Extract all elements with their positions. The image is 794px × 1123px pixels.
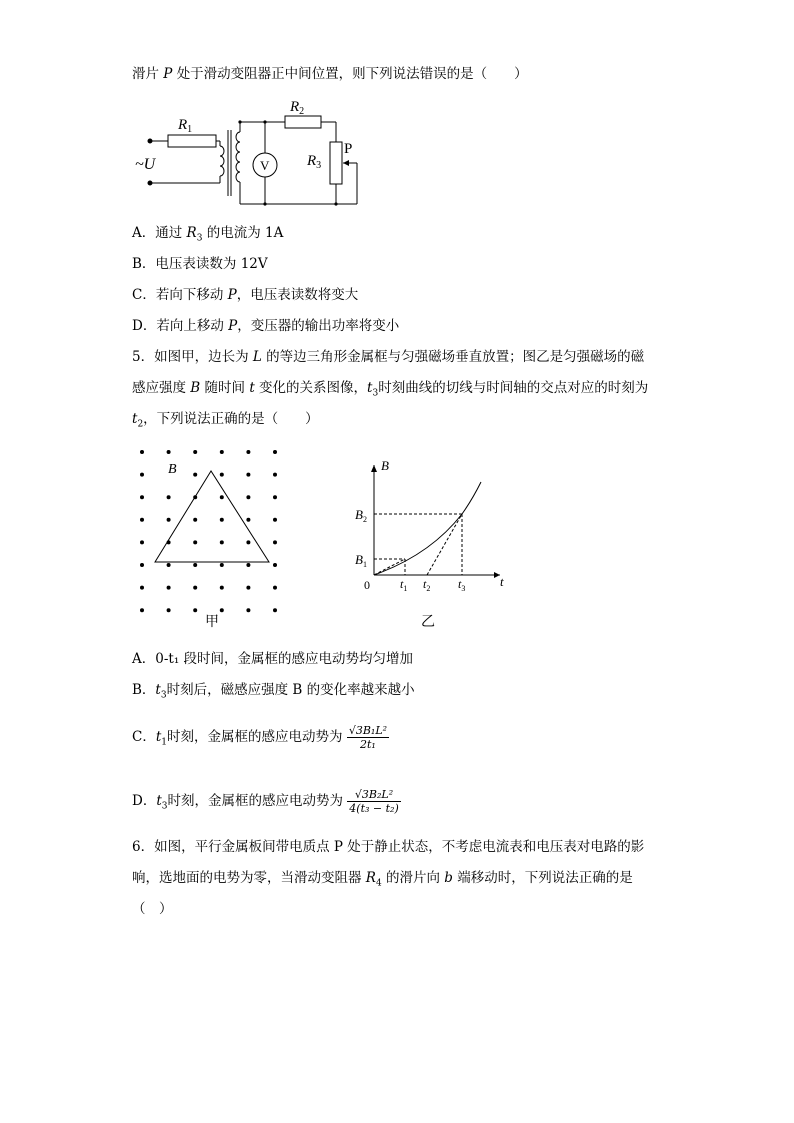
yi-t1-sub: 1	[403, 584, 408, 593]
q4-option-d	[132, 316, 399, 336]
field-dot	[193, 450, 197, 454]
question-intro	[132, 64, 528, 84]
yi-axis-x: t	[500, 574, 504, 589]
svg-text:R3	[306, 153, 321, 171]
field-dot	[167, 586, 171, 590]
field-dot	[273, 450, 277, 454]
svg-text:R2	[289, 99, 304, 117]
yi-origin: 0	[364, 578, 370, 592]
q4-d-post: ，变压器的输出功率将变小	[237, 318, 400, 334]
q6-stem-line-3	[132, 899, 173, 919]
q5-c-fraction	[347, 724, 389, 751]
field-dot	[246, 608, 250, 612]
q5-b-post: 时刻后，磁感应强度 B 的变化率越来越小	[166, 682, 415, 698]
field-dot	[273, 540, 277, 544]
field-dot	[220, 495, 224, 499]
field-dot	[140, 495, 144, 499]
q5-option-b	[132, 680, 415, 706]
q6-stem-line-1	[132, 837, 644, 857]
yi-t2-sub: 2	[426, 584, 431, 593]
q5-l2-g: 3	[372, 388, 379, 399]
q5-d-t: t	[156, 793, 162, 809]
label-r3-sub: 3	[316, 160, 322, 171]
yi-t1: t	[400, 577, 404, 591]
q5-a-text: A．0-t₁ 段时间，金属框的感应电动势均匀增加	[132, 651, 414, 667]
figure-jia-magnetic-field	[130, 440, 305, 635]
q5-d-fraction	[347, 788, 400, 815]
field-dot	[193, 473, 197, 477]
q4-c-post: ，电压表读数将变大	[236, 287, 359, 303]
yi-b1: B	[355, 552, 363, 567]
q5-l2-a: 感应强度	[132, 380, 191, 396]
q5-l2-b: B	[190, 380, 201, 396]
jia-caption: 甲	[205, 615, 219, 630]
yi-b1-sub: 1	[362, 560, 367, 569]
q6-l3: （ ）	[132, 901, 173, 917]
field-dot	[140, 540, 144, 544]
field-dot	[193, 518, 197, 522]
q4-option-c	[132, 285, 358, 305]
q5-l3-b: 2	[137, 419, 144, 430]
q4-c-var: P	[227, 287, 237, 303]
field-dot	[220, 563, 224, 567]
q5-l3-c: ，下列说法正确的是（ ）	[143, 411, 319, 427]
q5-l2-d: t	[249, 380, 255, 396]
q5-d-pre: D．	[132, 793, 157, 809]
field-dot	[167, 450, 171, 454]
yi-t3: t	[458, 577, 462, 591]
yi-axis-y: B	[381, 460, 389, 473]
field-dot	[273, 518, 277, 522]
q5-l2-c: 随时间	[200, 380, 250, 396]
q5-d-den: 4(t₃ − t₂)	[349, 802, 399, 815]
field-dot	[193, 586, 197, 590]
field-dot	[246, 540, 250, 544]
field-dot	[220, 586, 224, 590]
field-dot	[220, 608, 224, 612]
field-dot	[220, 450, 224, 454]
field-dot	[246, 495, 250, 499]
label-r2: R	[290, 99, 300, 115]
q4-option-a	[132, 223, 283, 249]
q5-l3-a: t	[132, 411, 138, 427]
q5-c-t: t	[155, 729, 162, 745]
field-dot	[220, 540, 224, 544]
svg-text:t1	[400, 577, 407, 593]
q4-option-b	[132, 254, 268, 274]
q5-option-a	[132, 649, 413, 669]
q5-c-pre: C．	[132, 729, 156, 745]
jia-b-label: B	[168, 462, 177, 477]
field-dot	[246, 473, 250, 477]
label-source: ~U	[135, 156, 156, 173]
q5-option-c	[132, 724, 389, 753]
label-r1-sub: 1	[187, 124, 193, 135]
q5-d-sub: 3	[161, 801, 168, 812]
q5-l2-f: t	[367, 380, 373, 396]
q5-c-post: 时刻，金属框的感应电动势为	[167, 729, 343, 745]
field-dot	[140, 518, 144, 522]
field-dot	[140, 608, 144, 612]
intro-text-1: 滑片	[132, 66, 159, 82]
field-dot	[140, 586, 144, 590]
q5-b-pre: B．	[132, 682, 156, 698]
intro-text-2: 处于滑动变阻器正中间位置，则下列说法错误的是（ ）	[176, 66, 528, 82]
q5-c-den: 2t₁	[360, 738, 376, 751]
circuit-diagram	[130, 98, 370, 210]
field-dot	[167, 495, 171, 499]
field-dot	[193, 540, 197, 544]
q5-stem-line-3	[132, 409, 319, 435]
field-dot	[167, 518, 171, 522]
field-dot	[193, 608, 197, 612]
q5-d-post: 时刻，金属框的感应电动势为	[167, 793, 343, 809]
q6-l2-a: 响，选地面的电势为零，当滑动变阻器	[132, 870, 366, 886]
field-dot	[220, 473, 224, 477]
q4-a-sub: 3	[196, 233, 203, 244]
q4-b-text: B．电压表读数为 12V	[132, 256, 268, 272]
intro-var-p: P	[163, 66, 173, 82]
yi-b2-sub: 2	[362, 515, 367, 524]
q5-c-sub: 1	[161, 737, 168, 748]
yi-caption: 乙	[421, 615, 435, 630]
field-dot	[273, 563, 277, 567]
label-r3: R	[307, 153, 317, 169]
voltmeter-label: V	[260, 158, 270, 173]
label-r1: R	[178, 117, 188, 133]
q6-stem-line-2	[132, 868, 633, 894]
q5-l1-var: L	[252, 349, 262, 365]
q5-stem-line-1	[132, 347, 644, 367]
q5-stem-line-2	[132, 378, 648, 404]
q4-d-var: P	[228, 318, 238, 334]
q6-l2-d: 端移动时，下列说法正确的是	[452, 870, 633, 886]
q6-l1: 6．如图，平行金属板间带电质点 P 处于静止状态，不考虑电流表和电压表对电路的影	[132, 839, 645, 855]
q6-l2-sub: 4	[375, 878, 382, 889]
q4-c-pre: C．若向下移动	[132, 287, 228, 303]
q6-l2-b: 的滑片向	[381, 870, 445, 886]
q5-c-num: √3B₁L²	[348, 724, 388, 737]
field-dot	[140, 563, 144, 567]
q5-b-sub: 3	[160, 690, 167, 701]
q6-l2-c: b	[444, 870, 453, 886]
q5-l2-h: 时刻曲线的切线与时间轴的交点对应的时刻为	[378, 380, 649, 396]
yi-b2: B	[355, 507, 363, 522]
label-r2-sub: 2	[299, 106, 305, 117]
q5-b-t: t	[155, 682, 161, 698]
q6-l2-var: R	[365, 870, 376, 886]
yi-t2: t	[423, 577, 427, 591]
svg-text:t2	[423, 577, 430, 593]
q5-option-d	[132, 788, 401, 817]
label-slider-p: P	[344, 141, 353, 157]
q5-l2-e: 变化的关系图像，	[254, 380, 368, 396]
q4-a-var: R	[186, 225, 197, 241]
field-dot	[193, 563, 197, 567]
field-dot	[273, 495, 277, 499]
q5-l1-a: 5．如图甲，边长为	[132, 349, 253, 365]
q4-a-post: 的电流为 1A	[202, 225, 284, 241]
yi-t3-sub: 3	[461, 584, 466, 593]
svg-text:B1	[355, 552, 367, 569]
field-dot	[246, 563, 250, 567]
field-dot	[246, 586, 250, 590]
field-dot	[273, 473, 277, 477]
field-dot	[167, 608, 171, 612]
q5-d-num: √3B₂L²	[347, 788, 400, 802]
field-dot	[140, 450, 144, 454]
svg-text:R1	[177, 117, 192, 135]
field-dot	[246, 450, 250, 454]
field-dot	[167, 563, 171, 567]
figure-yi-b-t-graph	[350, 460, 520, 635]
svg-text:t3	[458, 577, 465, 593]
svg-text:B2	[355, 507, 367, 524]
q5-l1-b: 的等边三角形金属框与匀强磁场垂直放置；图乙是匀强磁场的磁	[261, 349, 645, 365]
field-dot	[220, 518, 224, 522]
field-dot	[273, 608, 277, 612]
field-dot	[140, 473, 144, 477]
field-dot	[273, 586, 277, 590]
q4-d-pre: D．若向上移动	[132, 318, 229, 334]
q4-a-pre: A．通过	[132, 225, 187, 241]
field-dot	[246, 518, 250, 522]
